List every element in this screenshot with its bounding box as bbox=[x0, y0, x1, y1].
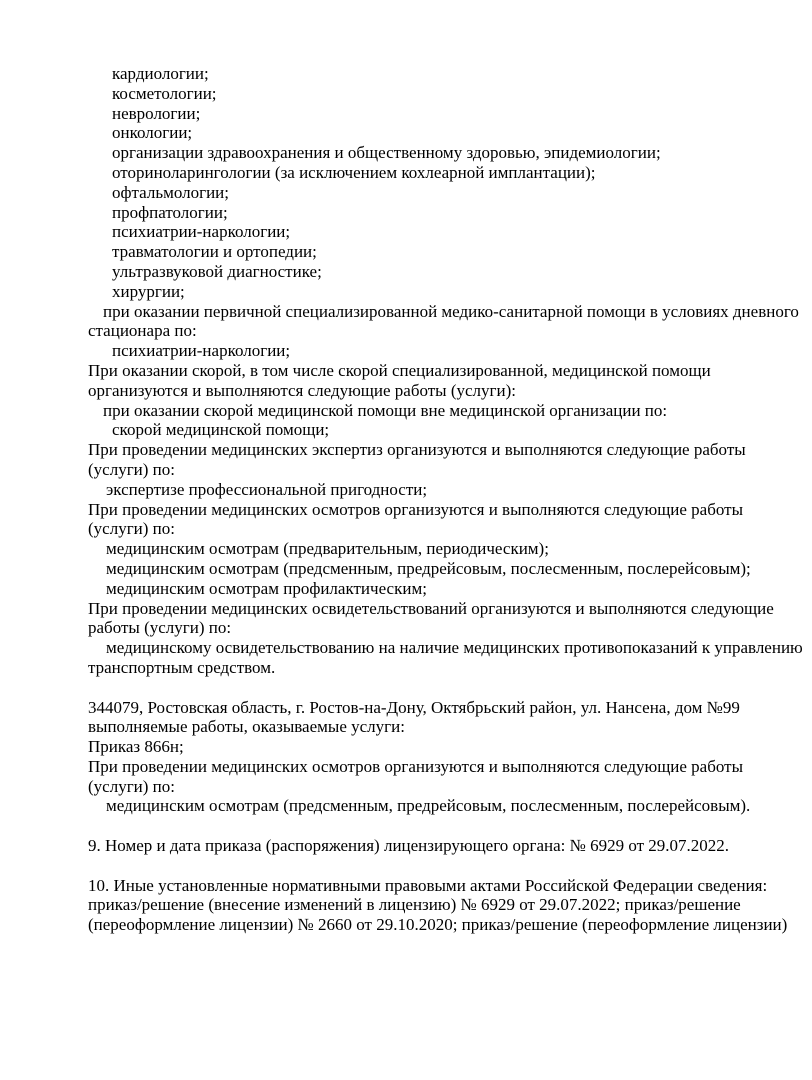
text-line: (услуги) по: bbox=[88, 459, 175, 479]
text-line: медицинским осмотрам (предсменным, предрейсовым, послесменным, послерейсовым); bbox=[106, 558, 751, 578]
text-line: медицинским осмотрам профилактическим; bbox=[106, 578, 427, 598]
text-line: организуются и выполняются следующие работы (услуги): bbox=[88, 380, 516, 400]
text-line: экспертизе профессиональной пригодности; bbox=[106, 479, 428, 499]
text-line: При проведении медицинских осмотров организуются и выполняются следующие работы bbox=[88, 756, 743, 776]
text-line: медицинским осмотрам (предварительным, периодическим); bbox=[106, 539, 549, 559]
text-line: При проведении медицинских осмотров организуются и выполняются следующие работы bbox=[88, 499, 743, 519]
text-line: кардиологии; bbox=[112, 64, 209, 83]
text-line: (переоформление лицензии) № 2660 от 29.10.2020; приказ/решение (переоформление лицензии) bbox=[88, 915, 788, 935]
text-line: косметологии; bbox=[112, 83, 217, 103]
document-text-block bbox=[88, 64, 803, 935]
text-line: оториноларингологии (за исключением кохлеарной имплантации); bbox=[112, 162, 596, 182]
text-line: При проведении медицинских освидетельствований организуются и выполняются следующие bbox=[88, 598, 774, 618]
text-line: транспортным средством. bbox=[88, 657, 276, 677]
text-line: организации здравоохранения и общественному здоровью, эпидемиологии; bbox=[112, 143, 661, 163]
text-line: травматологии и ортопедии; bbox=[112, 242, 317, 262]
text-line: 10. Иные установленные нормативными правовыми актами Российской Федерации сведения: bbox=[88, 875, 768, 895]
text-line: При проведении медицинских экспертиз организуются и выполняются следующие работы bbox=[88, 440, 746, 460]
blank-line bbox=[88, 678, 772, 698]
text-line: психиатрии-наркологии; bbox=[112, 341, 291, 361]
text-line: стационара по: bbox=[88, 321, 197, 341]
text-line: хирургии; bbox=[112, 281, 185, 301]
text-line: офтальмологии; bbox=[112, 182, 229, 202]
text-line: выполняемые работы, оказываемые услуги: bbox=[88, 717, 405, 737]
text-line: (услуги) по: bbox=[88, 776, 175, 796]
text-line: скорой медицинской помощи; bbox=[112, 420, 330, 440]
text-line: (услуги) по: bbox=[88, 519, 175, 539]
text-line: при оказании скорой медицинской помощи вне медицинской организации по: bbox=[103, 400, 668, 420]
text-line: неврологии; bbox=[112, 103, 201, 123]
text-line: профпатологии; bbox=[112, 202, 228, 222]
text-line: Приказ 866н; bbox=[88, 737, 184, 757]
text-line: онкологии; bbox=[112, 123, 193, 143]
blank-line bbox=[88, 816, 772, 836]
text-line: приказ/решение (внесение изменений в лицензию) № 6929 от 29.07.2022; приказ/решение bbox=[88, 895, 741, 915]
text-line: 344079, Ростовская область, г. Ростов-на-Дону, Октябрьский район, ул. Нансена, дом №99 bbox=[88, 697, 740, 717]
text-line: при оказании первичной специализированной медико-санитарной помощи в условиях дневного bbox=[103, 301, 799, 321]
text-line: психиатрии-наркологии; bbox=[112, 222, 291, 242]
text-line: ультразвуковой диагностике; bbox=[112, 261, 322, 281]
blank-line bbox=[88, 856, 772, 876]
text-line: 9. Номер и дата приказа (распоряжения) лицензирующего органа: № 6929 от 29.07.2022. bbox=[88, 836, 730, 856]
text-line: медицинским осмотрам (предсменным, предрейсовым, послесменным, послерейсовым). bbox=[106, 796, 751, 816]
text-line: работы (услуги) по: bbox=[88, 618, 232, 638]
text-line: При оказании скорой, в том числе скорой специализированной, медицинской помощи bbox=[88, 360, 711, 380]
text-line: медицинскому освидетельствованию на наличие медицинских противопоказаний к управлению bbox=[106, 638, 803, 658]
